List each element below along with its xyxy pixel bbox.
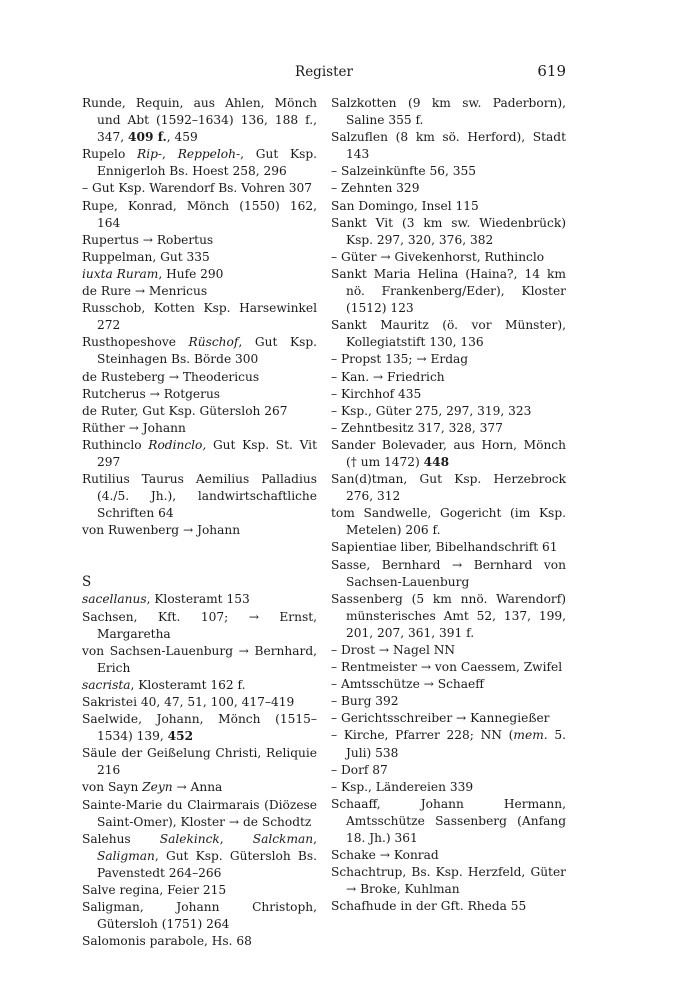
index-entry: Schake → Konrad xyxy=(331,848,439,863)
index-entry: – Gut Ksp. Warendorf Bs. Vohren 307 xyxy=(82,181,313,196)
index-entry: – Gerichtsschreiber → Kannegießer xyxy=(331,711,550,726)
index-entry: Sassenberg (5 km nnö. Warendorf) münsterisches Amt 52, 137, 199, 201, 207, 361, 391 f. xyxy=(331,591,566,640)
index-entry: San(d)tman, Gut Ksp. Herzebrock 276, 312 xyxy=(331,472,566,504)
index-entry: Sankt Maria Helina (Haina?, 14 km nö. Frankenberg/Eder), Kloster (1512) 123 xyxy=(331,266,566,316)
index-entry: – Amtsschütze → Schaeff xyxy=(331,677,484,692)
index-entry: von Sachsen-Lauenburg → Bernhard, Erich xyxy=(82,643,317,675)
index-entry: de Ruter, Gut Ksp. Gütersloh 267 xyxy=(82,403,288,418)
index-entry: de Rusteberg → Theodericus xyxy=(82,369,260,384)
index-entry: Sakristei 40, 47, 51, 100, 417–419 xyxy=(82,695,295,709)
index-entry: Sapientiae liber, Bibelhandschrift 61 xyxy=(331,540,558,555)
index-entry: Sasse, Bernhard → Bernhard von Sachsen-Lauenburg xyxy=(331,557,566,589)
index-entry: Ruppelman, Gut 335 xyxy=(82,249,210,264)
index-entry: Salzkotten (9 km sw. Paderborn), Saline 355 f. xyxy=(331,96,566,128)
index-entry: Salomonis parabole, Hs. 68 xyxy=(82,934,252,949)
index-entry: – Ksp., Güter 275, 297, 319, 323 xyxy=(331,403,532,418)
index-entry: Rupe, Konrad, Mönch (1550) 162, 164 xyxy=(82,198,317,230)
index-entry: Sankt Vit (3 km sw. Wiedenbrück) Ksp. 297, 320, 376, 382 xyxy=(331,215,566,247)
index-entry: Sankt Mauritz (ö. vor Münster), Kollegiatstift 130, 136 xyxy=(331,318,566,350)
index-entry: – Güter → Givekenhorst, Ruthinclo xyxy=(331,249,545,264)
index-entry: – Burg 392 xyxy=(331,694,399,709)
index-entry: Sachsen, Kft. 107; → Ernst, Margaretha xyxy=(82,609,317,641)
index-entry: – Salzeinkünfte 56, 355 xyxy=(331,164,476,179)
index-entry: – Zehnten 329 xyxy=(331,181,420,196)
section-spacer xyxy=(82,539,317,573)
index-column-right xyxy=(331,95,566,916)
index-entry: Russchob, Kotten Ksp. Harsewinkel 272 xyxy=(82,301,317,333)
index-entry: Sainte-Marie du Clairmarais (Diözese Saint-Omer), Kloster → de Schodtz xyxy=(82,797,317,829)
index-entry: Salehus Salekinck, Salckman, Saligman, Gut Ksp. Gütersloh Bs. Pavenstedt 264–266 xyxy=(82,831,317,880)
section-letter: S xyxy=(82,574,92,591)
index-entry: Schafhude in der Gft. Rheda 55 xyxy=(331,899,527,914)
index-entry: Schaaff, Johann Hermann, Amtsschütze Sassenberg (Anfang 18. Jh.) 361 xyxy=(331,796,566,846)
index-entry: – Drost → Nagel NN xyxy=(331,643,456,657)
index-entry: Rutilius Taurus Aemilius Palladius (4./5. Jh.), landwirtschaftliche Schriften 64 xyxy=(82,472,317,521)
index-entry: Ruthinclo Rodinclo, Gut Ksp. St. Vit 297 xyxy=(82,437,317,469)
index-entry: sacellanus, Klosteramt 153 xyxy=(82,592,250,607)
index-entry: tom Sandwelle, Gogericht (im Ksp. Metelen) 206 f. xyxy=(331,506,566,538)
index-entry: San Domingo, Insel 115 xyxy=(331,198,479,213)
page-number: 619 xyxy=(537,62,566,80)
running-title: Register xyxy=(295,64,353,80)
index-entry: – Kan. → Friedrich xyxy=(331,369,445,384)
index-entry: Salzuflen (8 km sö. Herford), Stadt 143 xyxy=(331,130,566,162)
index-entry: Runde, Requin, aus Ahlen, Mönch und Abt (1592–1634) 136, 188 f., 347, 409 f., 459 xyxy=(82,96,317,145)
index-entry: Salve regina, Feier 215 xyxy=(82,883,227,898)
index-entry: Saelwide, Johann, Mönch (1515–1534) 139, 452 xyxy=(82,712,317,744)
index-entry: – Dorf 87 xyxy=(331,762,388,777)
index-entry: Saligman, Johann Christoph, Gütersloh (1751) 264 xyxy=(82,900,317,932)
index-entry: – Rentmeister → von Caessem, Zwifel xyxy=(331,660,563,675)
index-entry: Rupelo Rip-, Reppeloh-, Gut Ksp. Ennigerloh Bs. Hoest 258, 296 xyxy=(82,147,318,179)
index-entry: von Ruwenberg → Johann xyxy=(82,523,241,538)
index-entry: Rutcherus → Rotgerus xyxy=(82,386,221,401)
index-entry: Rusthopeshove Rüschof, Gut Ksp. Steinhagen Bs. Börde 300 xyxy=(82,335,317,367)
index-entry: sacrista, Klosteramt 162 f. xyxy=(82,677,246,692)
index-entry: Rüther → Johann xyxy=(82,420,186,435)
index-entry: iuxta Ruram, Hufe 290 xyxy=(82,266,224,281)
index-column-left xyxy=(82,95,317,950)
index-entry: von Sayn Zeyn → Anna xyxy=(82,780,223,795)
index-entry: – Kirche, Pfarrer 228; NN (mem. 5. Juli) 538 xyxy=(331,728,566,760)
page-header xyxy=(82,62,566,82)
index-entry: – Ksp., Ländereien 339 xyxy=(331,779,474,794)
index-entry: – Zehntbesitz 317, 328, 377 xyxy=(331,420,503,435)
index-entry: Sander Bolevader, aus Horn, Mönch († um 1472) 448 xyxy=(331,437,566,469)
index-entry: Schachtrup, Bs. Ksp. Herzfeld, Güter → Broke, Kuhlman xyxy=(331,865,566,897)
index-entry: Säule der Geißelung Christi, Reliquie 216 xyxy=(82,746,317,778)
index-entry: Rupertus → Robertus xyxy=(82,232,214,247)
index-entry: – Kirchhof 435 xyxy=(331,386,422,401)
index-entry: – Propst 135; → Erdag xyxy=(331,352,469,367)
index-entry: de Rure → Menricus xyxy=(82,284,208,299)
